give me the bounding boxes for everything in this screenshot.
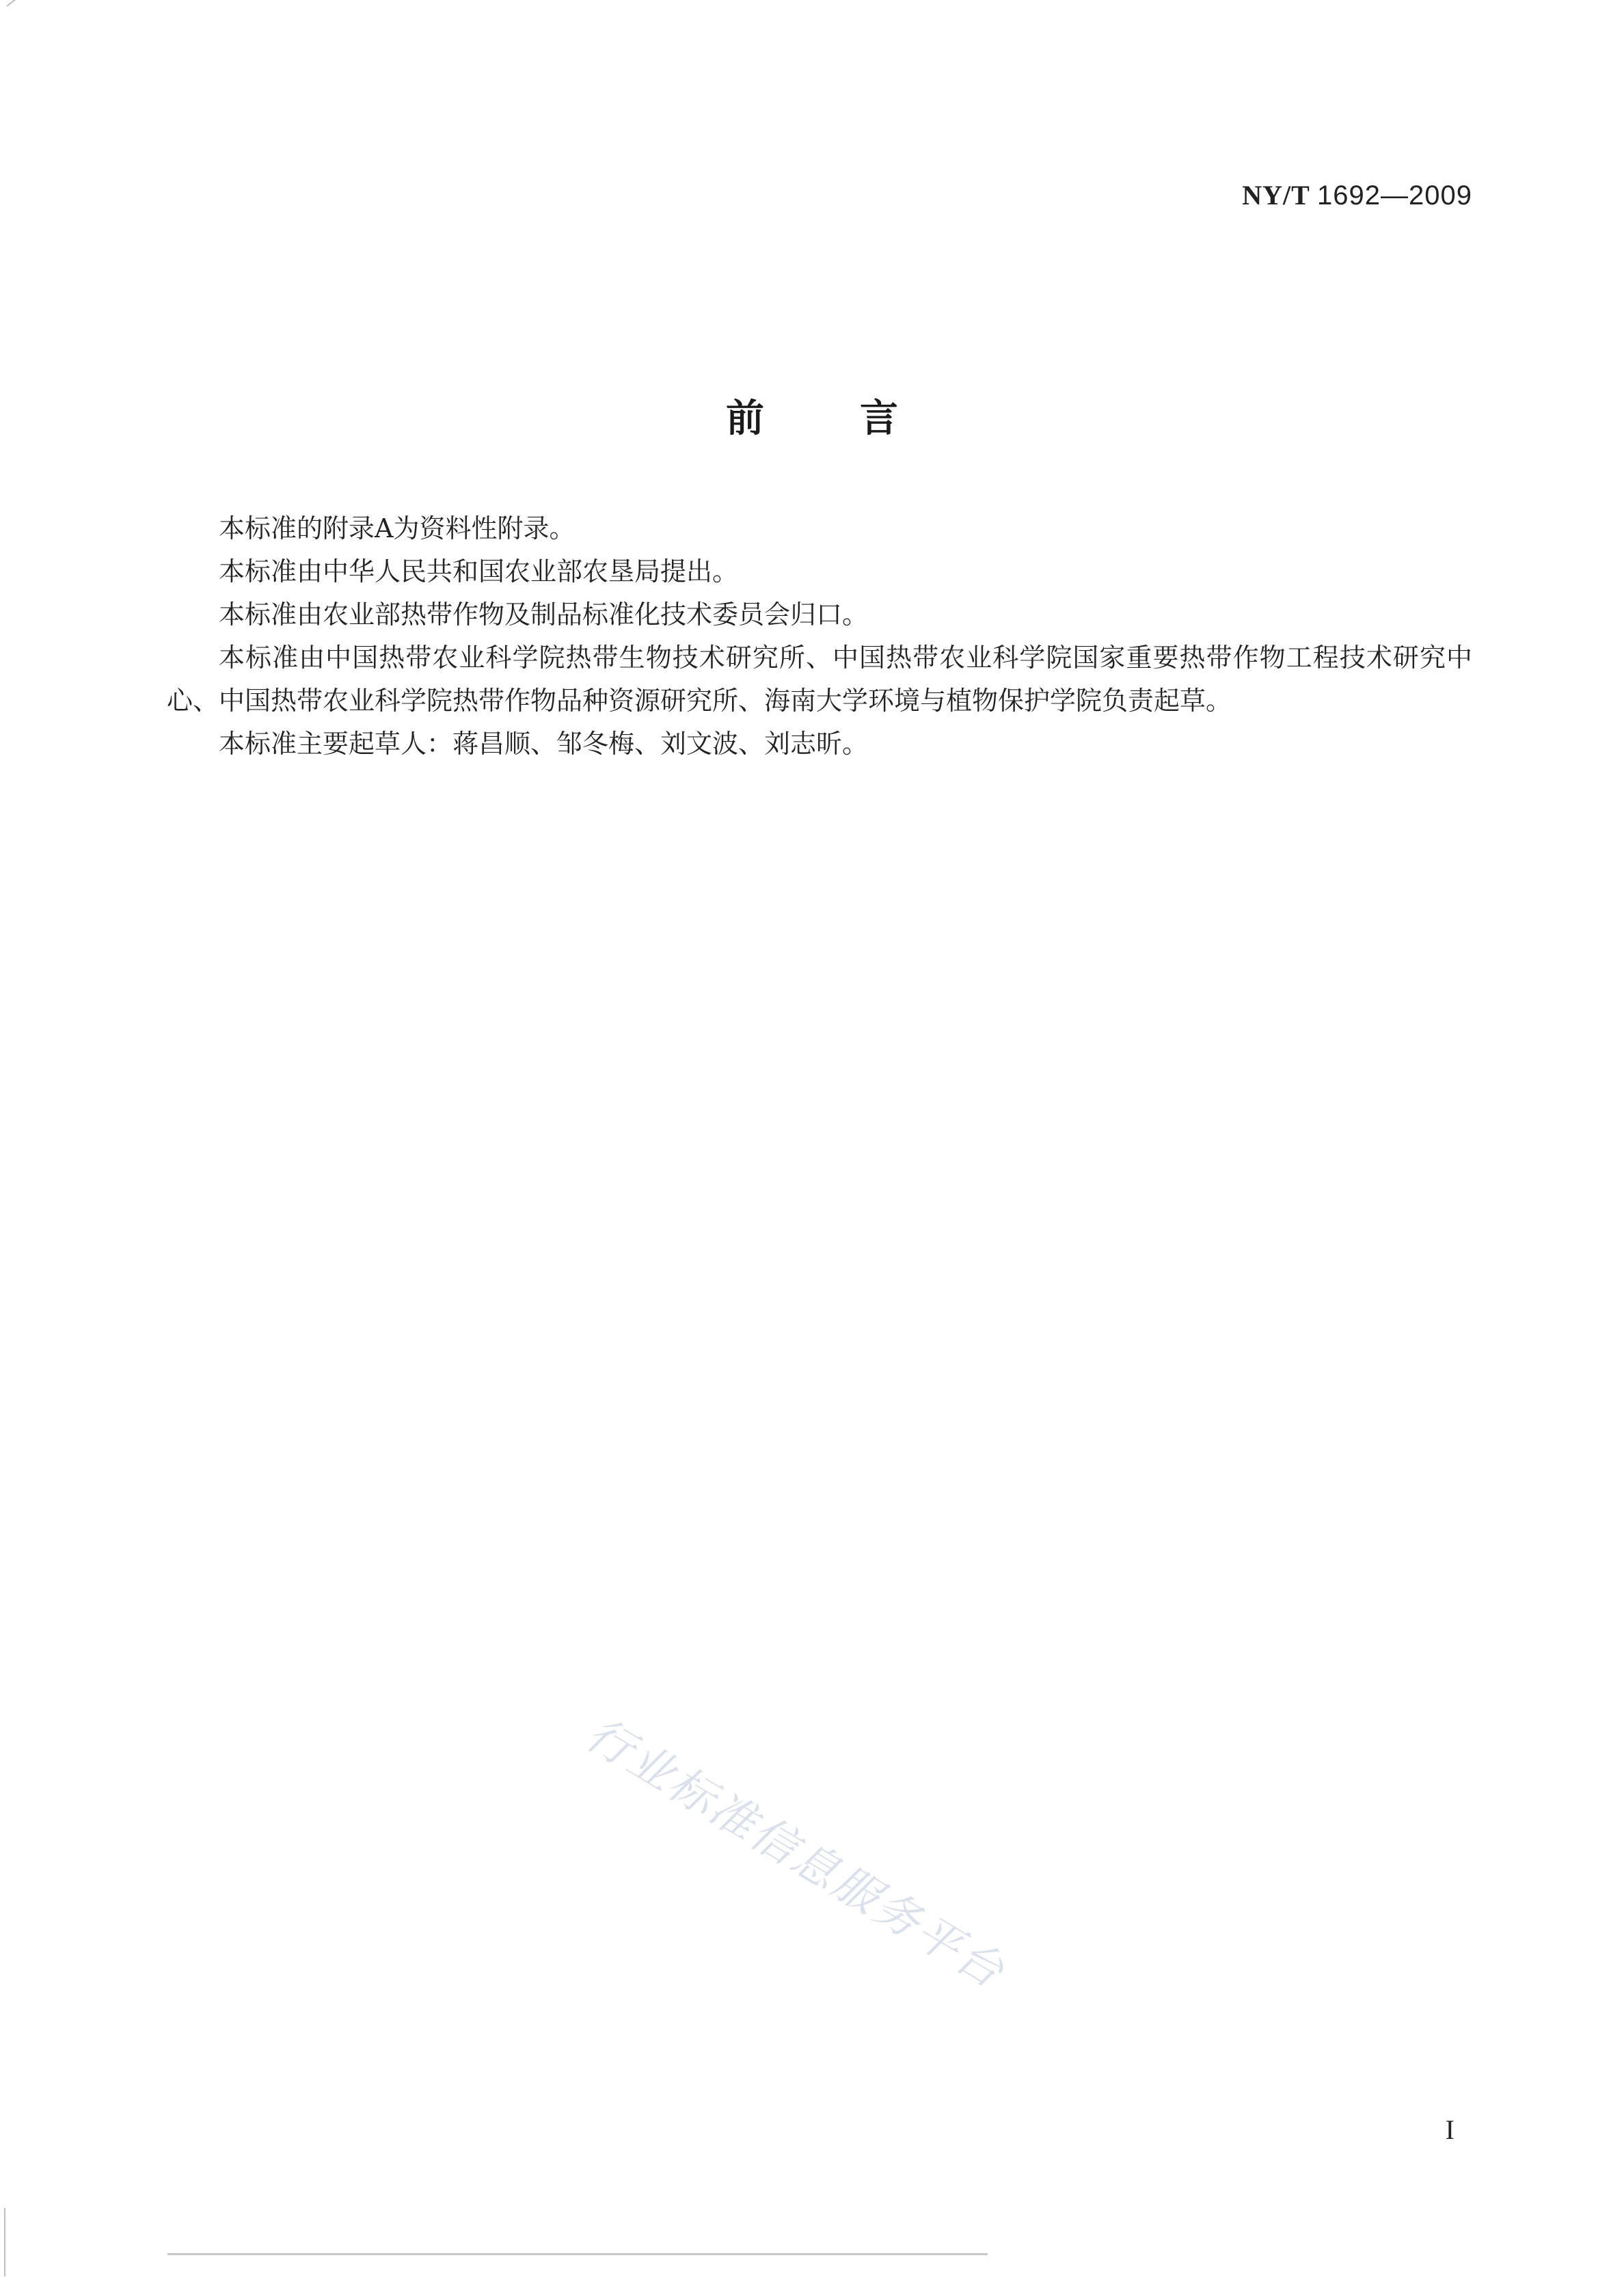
paragraph-appendix: 本标准的附录A为资料性附录。 xyxy=(219,513,576,543)
bottom-rule xyxy=(167,2253,988,2255)
paragraph-committee: 本标准由农业部热带作物及制品标准化技术委员会归口。 xyxy=(219,599,869,630)
standard-code xyxy=(1242,179,1472,211)
standard-prefix: NY/T xyxy=(1242,180,1318,211)
page-title: 前言 xyxy=(726,396,994,441)
page-number: I xyxy=(1445,2114,1454,2145)
watermark: 行业标准信息服务平台 xyxy=(577,1707,1015,1999)
paragraph-drafting-units: 本标准由中国热带农业科学院热带生物技术研究所、中国热带农业科学院国家重要热带作物工程技术研究中心、中国热带农业科学院热带作物品种资源研究所、海南大学环境与植物保护学院负责起草。 xyxy=(167,643,1472,716)
foreword-body xyxy=(167,507,1472,766)
corner-mark xyxy=(6,0,34,7)
paragraph-drafters: 本标准主要起草人：蒋昌顺、邹冬梅、刘文波、刘志昕。 xyxy=(219,729,869,759)
standard-number: 1692—2009 xyxy=(1317,180,1472,211)
paragraph-proposer: 本标准由中华人民共和国农业部农垦局提出。 xyxy=(219,556,739,587)
scan-edge-mark xyxy=(4,2208,5,2276)
